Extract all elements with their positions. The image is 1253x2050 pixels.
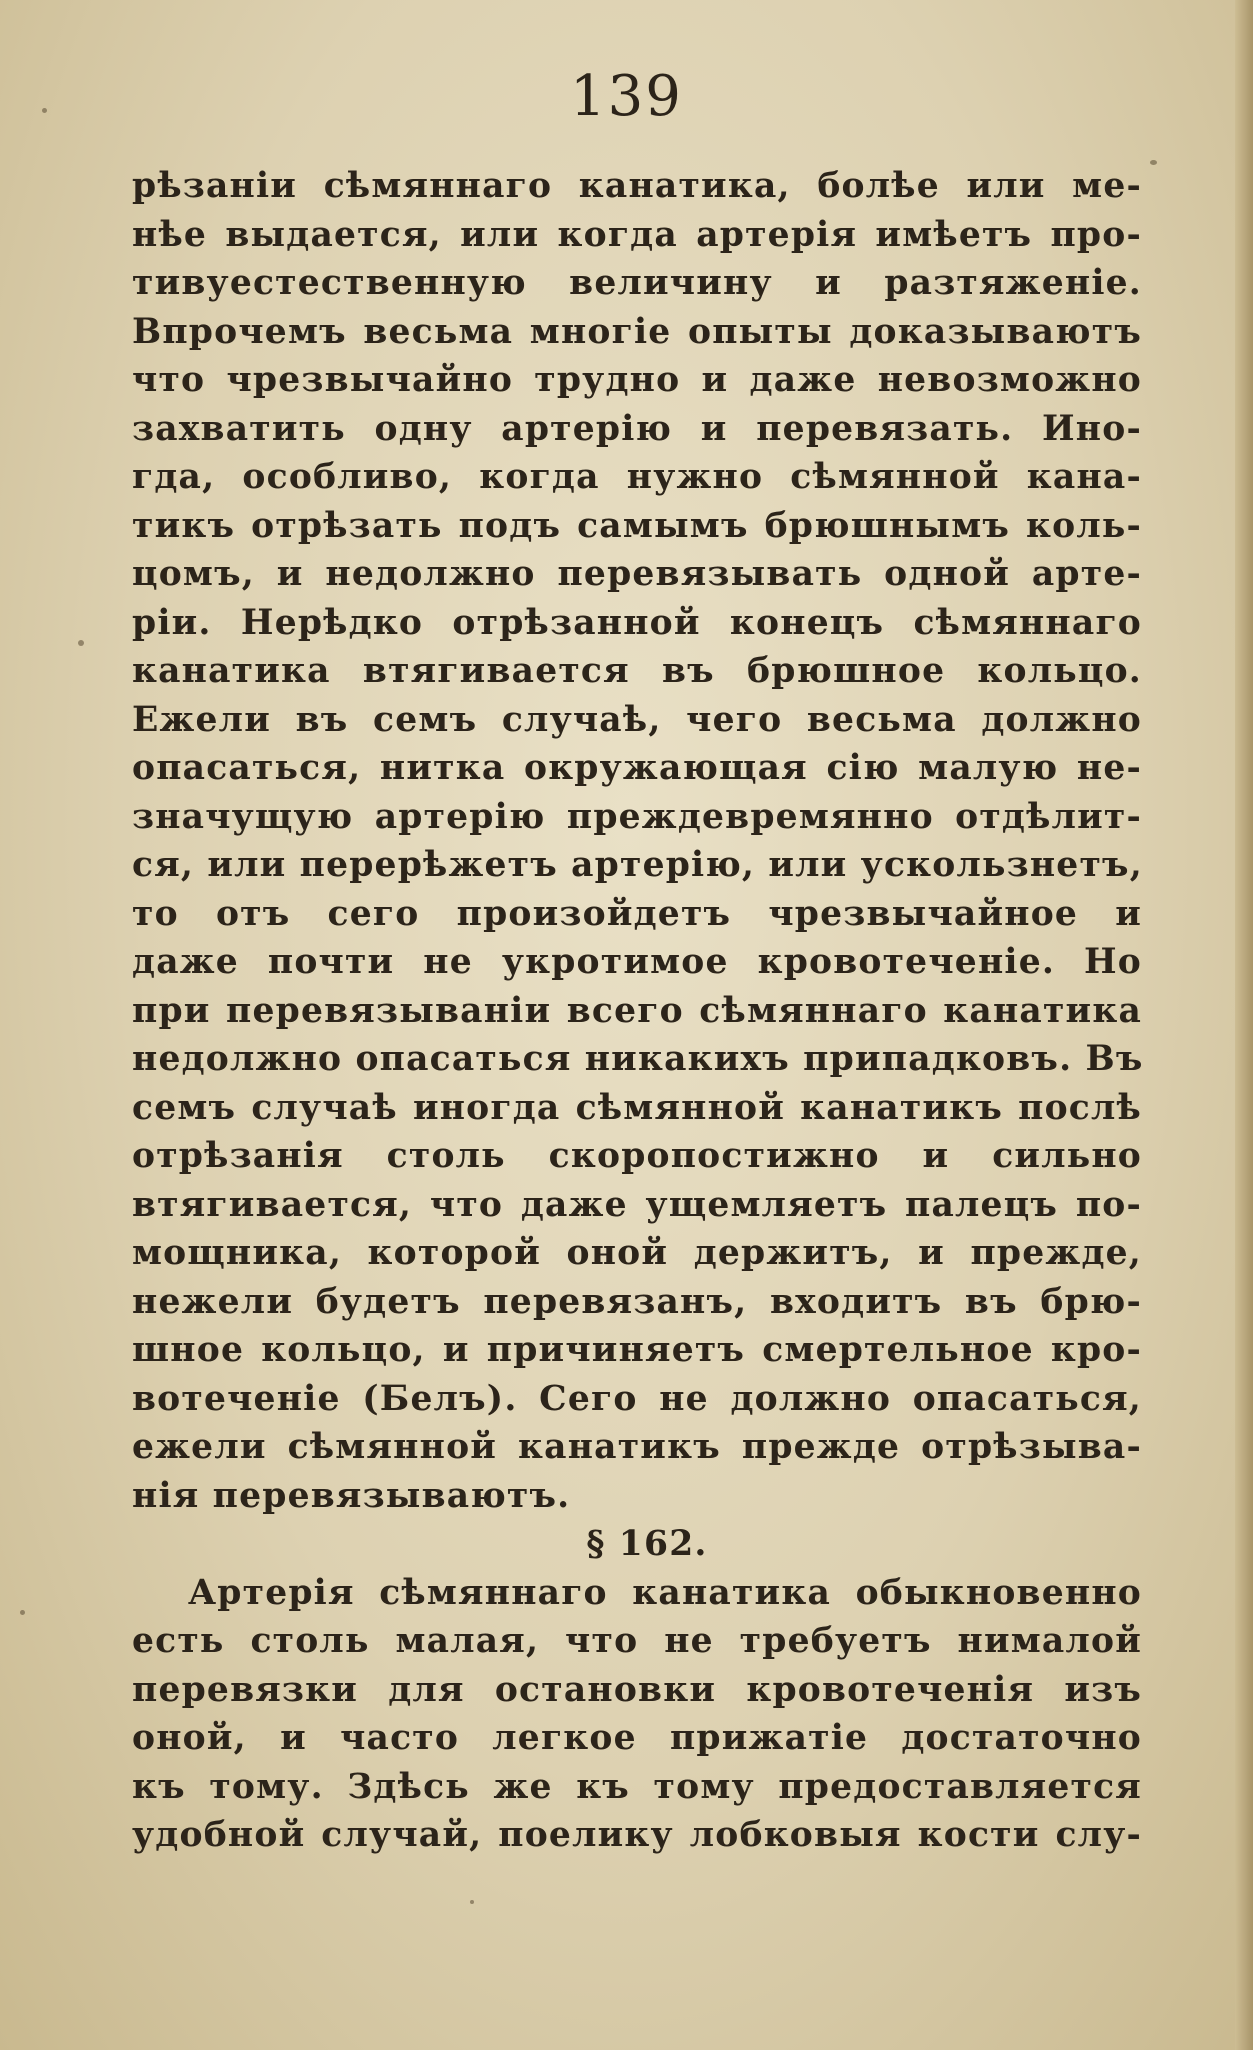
paper-speck xyxy=(78,640,84,646)
text-line: семъ случаѣ иногда сѣмянной канатикъ послѣ xyxy=(132,1087,1142,1128)
text-line: Впрочемъ весьма многiе опыты доказываютъ xyxy=(132,311,1142,352)
text-line: значущую артерiю преждевремянно отдѣлит- xyxy=(132,796,1142,837)
text-line: втягивается, что даже ущемляетъ палецъ по- xyxy=(132,1184,1142,1225)
paper-speck xyxy=(20,1610,25,1615)
text-line: къ тому. Здѣсь же къ тому предоставляется xyxy=(132,1766,1142,1807)
text-line: рiи. Нерѣдко отрѣзанной конецъ сѣмяннаго xyxy=(132,602,1142,643)
text-line: перевязки для остановки кровотеченiя изъ xyxy=(132,1669,1142,1710)
section-heading: § 162. xyxy=(586,1524,708,1564)
paper-speck xyxy=(470,1900,474,1904)
text-line: тивуестественную величину и разтяженiе. xyxy=(132,263,1142,303)
text-line: нiя перевязываютъ. xyxy=(132,1475,571,1516)
text-line: гда, особливо, когда нужно сѣмянной кана- xyxy=(132,457,1142,497)
text-line: цомъ, и недолжно перевязывать одной арте- xyxy=(132,554,1142,594)
text-line: шное кольцо, и причиняетъ смертельное кро- xyxy=(132,1330,1142,1370)
text-line: канатика втягивается въ брюшное кольцо. xyxy=(132,651,1142,691)
text-line: Ежели въ семъ случаѣ, чего весьма должно xyxy=(132,699,1142,740)
text-line: нѣе выдается, или когда артерiя имѣетъ про- xyxy=(132,214,1142,255)
text-line: ежели сѣмянной канатикъ прежде отрѣзыва- xyxy=(132,1427,1142,1467)
text-line: нежели будетъ перевязанъ, входитъ въ брю- xyxy=(132,1281,1142,1322)
text-line: захватить одну артерiю и перевязать. Ино- xyxy=(132,408,1142,449)
text-line: опасаться, нитка окружающая сiю малую не- xyxy=(132,748,1142,788)
text-line: оной, и часто легкое прижатiе достаточно xyxy=(132,1718,1142,1758)
text-line: мощника, которой оной держитъ, и прежде, xyxy=(132,1233,1142,1273)
text-line: что чрезвычайно трудно и даже невозможно xyxy=(132,360,1142,400)
paper-speck xyxy=(42,108,47,113)
paper-speck xyxy=(1150,160,1157,165)
text-line: тикъ отрѣзать подъ самымъ брюшнымъ коль- xyxy=(132,505,1142,546)
text-line: недолжно опасаться никакихъ припадковъ. Въ xyxy=(132,1039,1144,1079)
text-line: даже почти не укротимое кровотеченiе. Но xyxy=(132,942,1142,982)
text-line: то отъ сего произойдетъ чрезвычайное и xyxy=(132,893,1142,934)
text-line: удобной случай, поелику лобковыя кости слу- xyxy=(132,1815,1142,1855)
text-line: при перевязыванiи всего сѣмяннаго канатика xyxy=(132,990,1142,1031)
text-line: рѣзанiи сѣмяннаго канатика, болѣе или ме- xyxy=(132,166,1142,206)
text-line: отрѣзанiя столь скоропостижно и сильно xyxy=(132,1136,1142,1176)
body-text xyxy=(132,162,1142,1860)
page-number: 139 xyxy=(570,64,683,129)
text-line: вотеченiе (Белъ). Сего не должно опасаться, xyxy=(132,1378,1142,1419)
text-line: есть столь малая, что не требуетъ нималой xyxy=(132,1621,1142,1661)
text-line: ся, или перерѣжетъ артерiю, или ускользнетъ, xyxy=(132,845,1143,885)
page-edge-shadow xyxy=(1235,0,1253,2050)
text-line: Артерiя сѣмяннаго канатика обыкновенно xyxy=(188,1572,1142,1613)
